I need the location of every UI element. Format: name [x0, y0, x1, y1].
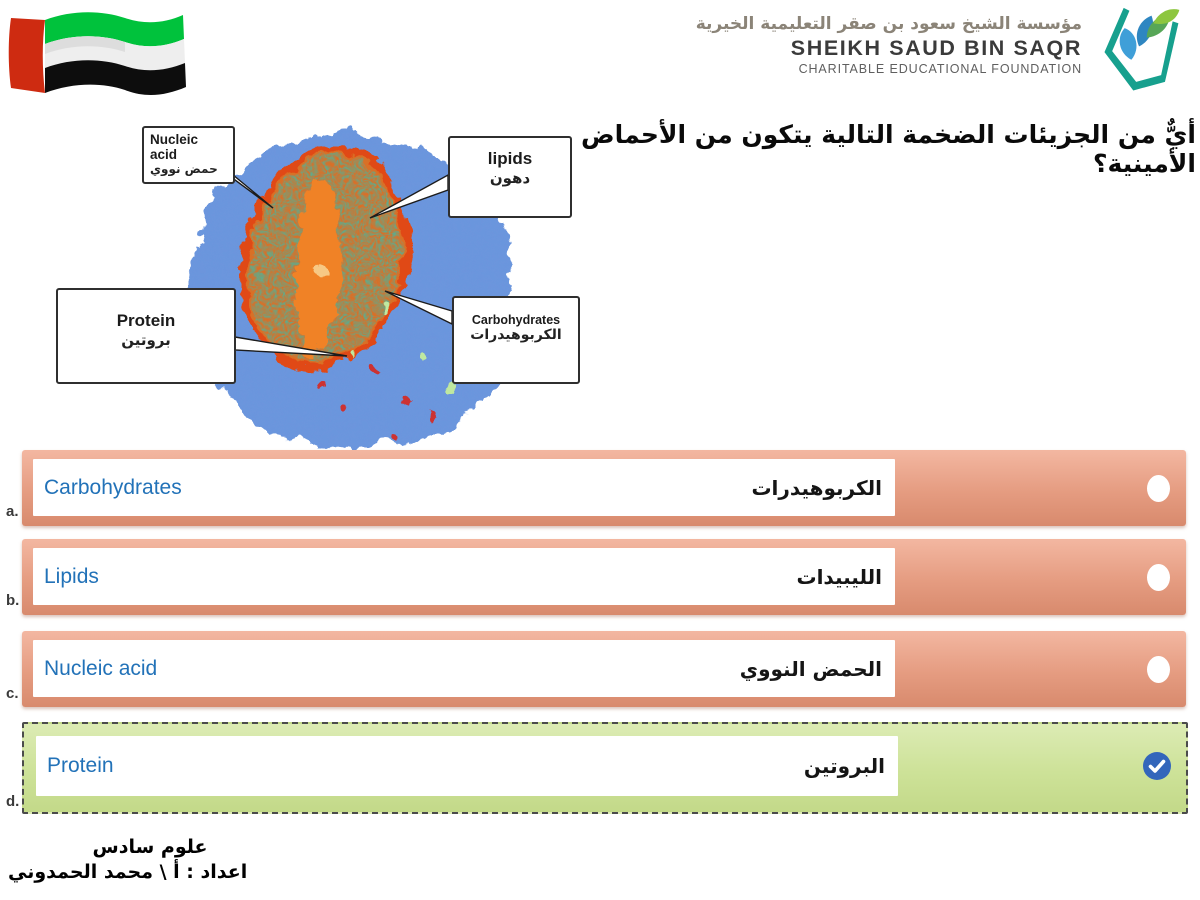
option-row-c[interactable]	[22, 631, 1186, 707]
option-b-radio-button[interactable]	[1147, 564, 1170, 591]
foundation-logo-icon	[1092, 4, 1188, 104]
option-d-text-panel	[36, 736, 898, 796]
question-text: أيٌّ من الجزيئات الضخمة التالية يتكون من الأحماض الأمينية؟	[581, 120, 1196, 178]
option-c-arabic: الحمض النووي	[739, 656, 882, 681]
carbohydrates-label-en: Carbohydrates	[471, 313, 561, 327]
option-b-english: Lipids	[44, 564, 99, 588]
footer-subject-text: علوم سادس	[92, 836, 208, 858]
protein-label-en: Protein	[116, 311, 176, 330]
option-row-a[interactable]	[22, 450, 1186, 526]
option-b-letter: b.	[6, 592, 20, 609]
option-c-english: Nucleic acid	[44, 656, 158, 680]
option-c-text-panel	[33, 640, 895, 697]
option-row-d-selected[interactable]	[22, 722, 1188, 814]
protein-label-ar: بروتين	[121, 331, 171, 349]
nucleic-acid-label-ar: حمض نووي	[150, 162, 218, 176]
label-box-nucleic-acid	[142, 126, 235, 184]
option-c-letter: c.	[6, 685, 19, 702]
label-box-lipids	[448, 136, 572, 218]
foundation-name-english: SHEIKH SAUD BIN SAQR	[790, 36, 1082, 60]
foundation-name-arabic: مؤسسة الشيخ سعود بن صقر التعليمية الخيرية	[695, 14, 1082, 34]
option-c-radio-button[interactable]	[1147, 656, 1170, 683]
option-row-b[interactable]	[22, 539, 1186, 615]
option-a-arabic: الكربوهيدرات	[751, 475, 882, 500]
foundation-subtitle: CHARITABLE EDUCATIONAL FOUNDATION	[798, 62, 1082, 76]
option-d-check-icon[interactable]	[1142, 751, 1172, 781]
option-a-radio-button[interactable]	[1147, 475, 1170, 502]
uae-flag-icon	[5, 8, 187, 98]
label-box-protein	[56, 288, 236, 384]
lipids-label-ar: دهون	[489, 169, 531, 187]
option-a-text-panel	[33, 459, 895, 516]
option-b-arabic: الليبيدات	[796, 564, 882, 589]
option-d-arabic: البروتين	[803, 754, 885, 778]
option-d-letter: d.	[6, 793, 20, 810]
carbohydrates-label-ar: الكربوهيدرات	[470, 327, 562, 343]
option-b-text-panel	[33, 548, 895, 605]
uae-flag-image	[5, 8, 187, 98]
lipids-label-en: lipids	[487, 149, 533, 168]
footer-author-text: اعداد : أ \ محمد الحمدوني	[8, 861, 248, 883]
label-box-carbohydrates	[452, 296, 580, 384]
option-d-english: Protein	[47, 754, 114, 777]
option-a-english: Carbohydrates	[44, 475, 182, 499]
foundation-header	[612, 14, 1082, 76]
nucleic-acid-label-en: Nucleic acid	[150, 132, 199, 162]
option-a-letter: a.	[6, 503, 19, 520]
